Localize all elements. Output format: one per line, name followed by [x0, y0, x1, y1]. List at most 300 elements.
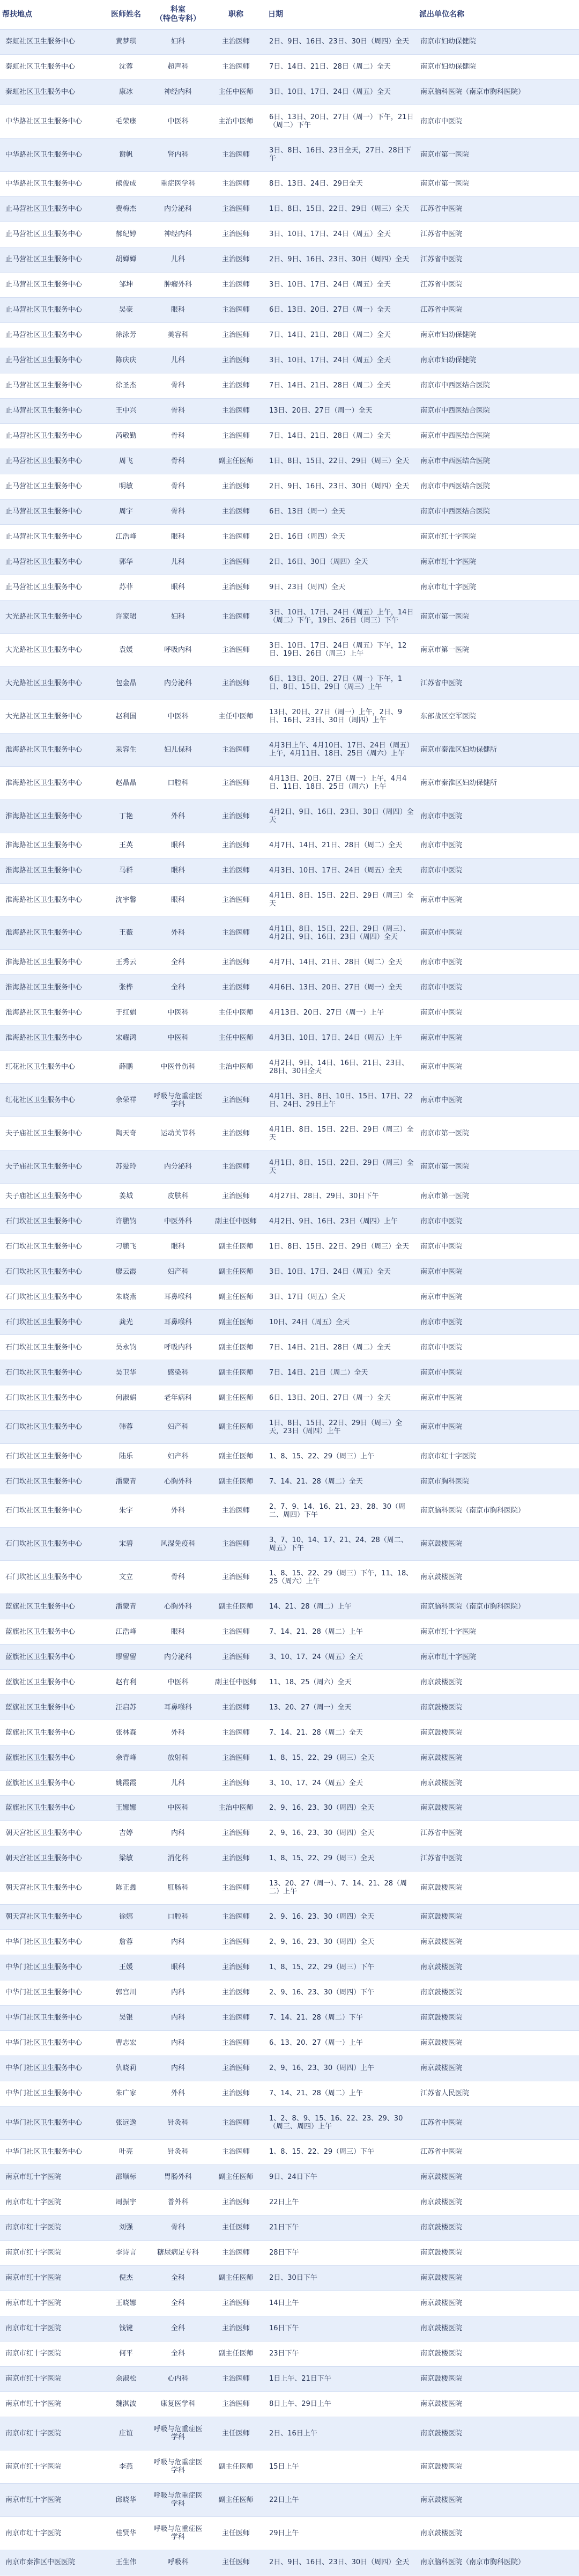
unit-cell: 南京鼓楼医院 — [417, 2341, 579, 2366]
site-cell: 南京市红十字医院 — [0, 2265, 102, 2291]
date-cell: 7日、14日、21日、28日（周二）全天 — [266, 54, 417, 79]
unit-cell: 南京市红十字医院 — [417, 575, 579, 600]
date-cell: 3、10、17、24（周五）全天 — [266, 1771, 417, 1796]
date-cell: 1日、8日、15日、22日、29日（周三）全天 — [266, 196, 417, 222]
doctor-cell: 韩蓉 — [102, 1411, 150, 1444]
title-cell: 主治医师 — [206, 297, 266, 322]
table-row — [0, 2450, 579, 2483]
dept-cell: 消化科 — [150, 1846, 206, 1871]
title-cell: 主治医师 — [206, 398, 266, 423]
table-row — [0, 474, 579, 499]
date-cell: 1、8、15、22、29（周三）全天 — [266, 1846, 417, 1871]
table-row — [0, 1871, 579, 1904]
title-cell: 主治医师 — [206, 975, 266, 1000]
unit-cell: 南京市妇幼保健院 — [417, 348, 579, 373]
unit-cell: 南京市红十字医院 — [417, 1619, 579, 1645]
table-row — [0, 1955, 579, 1980]
table-row — [0, 975, 579, 1000]
title-cell: 主治医师 — [206, 1084, 266, 1117]
date-cell: 6日、13日、20日、27日（周一）下午，21日（周二）下午 — [266, 105, 417, 138]
doctor-cell: 吴豪 — [102, 297, 150, 322]
date-cell: 2日、16日（周四）全天 — [266, 524, 417, 549]
doctor-cell: 魏淇波 — [102, 2391, 150, 2417]
date-cell: 15日上午 — [266, 2450, 417, 2483]
dept-cell: 中医科 — [150, 1000, 206, 1025]
unit-cell: 南京市中西医结合医院 — [417, 474, 579, 499]
unit-cell: 南京市第一医院 — [417, 1184, 579, 1209]
dept-cell: 内科 — [150, 1980, 206, 2005]
dept-cell: 风湿免疫科 — [150, 1528, 206, 1561]
dept-cell: 心胸外科 — [150, 1469, 206, 1494]
doctor-cell: 王媛 — [102, 1955, 150, 1980]
dept-cell: 中医科 — [150, 1670, 206, 1695]
date-cell: 4月7日、14日、21日、28日（周二）全天 — [266, 833, 417, 858]
dept-cell: 中医科 — [150, 700, 206, 733]
unit-cell: 南京市中医院 — [417, 975, 579, 1000]
site-cell: 止马营社区卫生服务中心 — [0, 297, 102, 322]
unit-cell: 南京鼓楼医院 — [417, 2190, 579, 2215]
title-cell: 主治医师 — [206, 1528, 266, 1561]
table-row — [0, 1469, 579, 1494]
unit-cell: 南京市第一医院 — [417, 600, 579, 633]
title-cell: 主治医师 — [206, 1871, 266, 1904]
table-row — [0, 1310, 579, 1335]
unit-cell: 江苏省中医院 — [417, 2106, 579, 2139]
unit-cell: 南京鼓楼医院 — [417, 1771, 579, 1796]
unit-cell: 南京鼓楼医院 — [417, 2316, 579, 2341]
table-row — [0, 2081, 579, 2106]
title-cell: 主治医师 — [206, 373, 266, 398]
date-cell: 2、7、9、14、16、21、23、28、30（周二、周四）下午 — [266, 1494, 417, 1528]
table-row — [0, 2030, 579, 2056]
dept-cell: 全科 — [150, 975, 206, 1000]
date-cell: 1、2、8、9、15、16、22、23、29、30（周三、周四）上午 — [266, 2106, 417, 2139]
site-cell: 石门坎社区卫生服务中心 — [0, 1469, 102, 1494]
doctor-cell: 张林森 — [102, 1720, 150, 1745]
doctor-cell: 宋耀鸿 — [102, 1025, 150, 1051]
site-cell: 止马营社区卫生服务中心 — [0, 322, 102, 348]
site-cell: 红花社区卫生服务中心 — [0, 1051, 102, 1084]
date-cell: 1日、8日、15日、22日、29日（周三）全天，23日（周四）上午 — [266, 1411, 417, 1444]
table-row — [0, 499, 579, 524]
table-row — [0, 1000, 579, 1025]
unit-cell: 江苏省中医院 — [417, 666, 579, 700]
dept-cell: 儿科 — [150, 348, 206, 373]
site-cell: 朝天宫社区卫生服务中心 — [0, 1871, 102, 1904]
dept-cell: 胃肠外科 — [150, 2164, 206, 2190]
table-row — [0, 1150, 579, 1184]
table-row — [0, 2215, 579, 2240]
doctor-cell: 赵利国 — [102, 700, 150, 733]
dept-cell: 内科 — [150, 2056, 206, 2081]
site-cell: 淮海路社区卫生服务中心 — [0, 1025, 102, 1051]
unit-cell: 南京市中医院 — [417, 833, 579, 858]
site-cell: 蓝旗社区卫生服务中心 — [0, 1645, 102, 1670]
site-cell: 石门坎社区卫生服务中心 — [0, 1259, 102, 1285]
date-cell: 4月3日、10日、17日、24日（周五）全天 — [266, 858, 417, 883]
unit-cell: 南京鼓楼医院 — [417, 1904, 579, 1929]
title-cell: 主治医师 — [206, 633, 266, 666]
date-cell: 28日下午 — [266, 2240, 417, 2265]
date-cell: 2日、30日下午 — [266, 2265, 417, 2291]
site-cell: 大光路社区卫生服务中心 — [0, 666, 102, 700]
title-cell: 主治医师 — [206, 799, 266, 833]
date-cell: 2、9、16、23、30（周四）全天 — [266, 1929, 417, 1955]
site-cell: 朝天宫社区卫生服务中心 — [0, 1821, 102, 1846]
unit-cell: 南京脑科医院（南京市胸科医院） — [417, 2550, 579, 2575]
table-row — [0, 297, 579, 322]
unit-cell: 南京市中医院 — [417, 1234, 579, 1259]
site-cell: 淮海路社区卫生服务中心 — [0, 916, 102, 950]
title-cell: 主任医师 — [206, 2417, 266, 2450]
date-cell: 2、9、16、23、30（周四）全天 — [266, 1796, 417, 1821]
title-cell: 副主任医师 — [206, 2450, 266, 2483]
unit-cell: 南京市中西医结合医院 — [417, 423, 579, 449]
unit-cell: 南京鼓楼医院 — [417, 1955, 579, 1980]
site-cell: 止马营社区卫生服务中心 — [0, 549, 102, 575]
doctor-cell: 姜城 — [102, 1184, 150, 1209]
date-cell: 3日、8日、16日、23日全天，27日、28日下午 — [266, 138, 417, 171]
site-cell: 朝天宫社区卫生服务中心 — [0, 1904, 102, 1929]
date-cell: 7日、14日、21日、28日（周二）全天 — [266, 423, 417, 449]
dept-cell: 全科 — [150, 2316, 206, 2341]
site-cell: 中华门社区卫生服务中心 — [0, 1955, 102, 1980]
doctor-cell: 郝纪婷 — [102, 222, 150, 247]
title-cell: 副主任医师 — [206, 2164, 266, 2190]
date-cell: 13、20、27（周一）全天 — [266, 1695, 417, 1720]
unit-cell: 南京鼓楼医院 — [417, 2291, 579, 2316]
table-row — [0, 2483, 579, 2516]
date-cell: 1、8、15、22、29（周三）下午 — [266, 2139, 417, 2164]
dept-cell: 心胸外科 — [150, 1594, 206, 1619]
dept-cell: 全科 — [150, 2265, 206, 2291]
dept-cell: 中医科 — [150, 1796, 206, 1821]
table-row — [0, 79, 579, 105]
table-row — [0, 1117, 579, 1150]
site-cell: 淮海路社区卫生服务中心 — [0, 833, 102, 858]
title-cell: 主治医师 — [206, 2240, 266, 2265]
doctor-cell: 苏爱玲 — [102, 1150, 150, 1184]
unit-cell: 南京鼓楼医院 — [417, 2391, 579, 2417]
title-cell: 主治医师 — [206, 2190, 266, 2215]
table-row — [0, 1411, 579, 1444]
title-cell: 副主任医师 — [206, 449, 266, 474]
site-cell: 南京市红十字医院 — [0, 2516, 102, 2550]
date-cell: 2、9、16、23、30（周四）上午 — [266, 2056, 417, 2081]
dept-cell: 超声科 — [150, 54, 206, 79]
dept-cell: 儿科 — [150, 549, 206, 575]
date-cell: 2日、9日、16日、23日、30日（周四）全天 — [266, 2550, 417, 2575]
date-cell: 1日、8日、15日、22日、29日（周三）全天 — [266, 1234, 417, 1259]
dept-cell: 妇产科 — [150, 1259, 206, 1285]
doctor-cell: 胡婵婵 — [102, 247, 150, 272]
table-row — [0, 2516, 579, 2550]
dept-cell: 感染科 — [150, 1360, 206, 1385]
site-cell: 蓝旗社区卫生服务中心 — [0, 1745, 102, 1771]
date-cell: 3日、10日、17日、24日（周五）下午，12日、19日、26日（周三）上午 — [266, 633, 417, 666]
title-cell: 主治医师 — [206, 1645, 266, 1670]
title-cell: 副主任中医师 — [206, 1209, 266, 1234]
title-cell: 主治中医师 — [206, 1051, 266, 1084]
site-cell: 止马营社区卫生服务中心 — [0, 499, 102, 524]
date-cell: 7、14、21、28（周二）上午 — [266, 1619, 417, 1645]
unit-cell: 南京市中医院 — [417, 1285, 579, 1310]
table-row — [0, 766, 579, 799]
unit-cell: 南京市中医院 — [417, 1025, 579, 1051]
site-cell: 止马营社区卫生服务中心 — [0, 398, 102, 423]
unit-cell: 南京市中医院 — [417, 1335, 579, 1360]
doctor-cell: 吉婷 — [102, 1821, 150, 1846]
unit-cell: 南京市第一医院 — [417, 633, 579, 666]
site-cell: 石门坎社区卫生服务中心 — [0, 1234, 102, 1259]
unit-cell: 南京市中医院 — [417, 105, 579, 138]
date-cell: 2日、16日、30日（周四）全天 — [266, 549, 417, 575]
date-cell: 3日、10日、17日、24日（周五）全天 — [266, 272, 417, 297]
doctor-cell: 陆乐 — [102, 1444, 150, 1469]
table-row — [0, 1594, 579, 1619]
title-cell: 主治医师 — [206, 2366, 266, 2391]
header-unit: 派出单位名称 — [417, 0, 579, 30]
unit-cell: 南京市第一医院 — [417, 1117, 579, 1150]
site-cell: 南京市红十字医院 — [0, 2483, 102, 2516]
title-cell: 主治医师 — [206, 322, 266, 348]
doctor-cell: 熊俊成 — [102, 171, 150, 196]
dept-cell: 骨科 — [150, 1561, 206, 1594]
dept-cell: 眼科 — [150, 883, 206, 916]
dept-cell: 呼吸内科 — [150, 633, 206, 666]
date-cell: 4月13日、20日、27日（周一）上午，4月4日、11日、18日、25日（周六）上午 — [266, 766, 417, 799]
title-cell: 副主任医师 — [206, 1469, 266, 1494]
site-cell: 大光路社区卫生服务中心 — [0, 633, 102, 666]
table-row — [0, 2341, 579, 2366]
title-cell: 主治中医师 — [206, 105, 266, 138]
unit-cell: 南京鼓楼医院 — [417, 2030, 579, 2056]
title-cell: 副主任医师 — [206, 1385, 266, 1411]
unit-cell: 南京市秦淮区妇幼保健所 — [417, 766, 579, 799]
date-cell: 3、10、17、24（周五）全天 — [266, 1645, 417, 1670]
site-cell: 中华门社区卫生服务中心 — [0, 1929, 102, 1955]
title-cell: 主治医师 — [206, 1117, 266, 1150]
unit-cell: 南京市中医院 — [417, 1385, 579, 1411]
title-cell: 副主任医师 — [206, 1335, 266, 1360]
title-cell: 主治医师 — [206, 2391, 266, 2417]
site-cell: 石门坎社区卫生服务中心 — [0, 1335, 102, 1360]
date-cell: 9日、24日下午 — [266, 2164, 417, 2190]
date-cell: 16日下午 — [266, 2316, 417, 2341]
title-cell: 副主任医师 — [206, 1360, 266, 1385]
title-cell: 主治医师 — [206, 30, 266, 55]
site-cell: 石门坎社区卫生服务中心 — [0, 1494, 102, 1528]
date-cell: 6日、13日、20日、27日（周一）下午，1日、8日、15日、29日（周三）上午 — [266, 666, 417, 700]
table-row — [0, 2316, 579, 2341]
site-cell: 南京市红十字医院 — [0, 2190, 102, 2215]
table-row — [0, 1184, 579, 1209]
site-cell: 中华路社区卫生服务中心 — [0, 105, 102, 138]
unit-cell: 江苏省中医院 — [417, 1821, 579, 1846]
site-cell: 中华门社区卫生服务中心 — [0, 2106, 102, 2139]
doctor-cell: 曹志宏 — [102, 2030, 150, 2056]
dept-cell: 儿科 — [150, 247, 206, 272]
dept-cell: 内分泌科 — [150, 1645, 206, 1670]
doctor-cell: 周宇 — [102, 499, 150, 524]
date-cell: 6日、13日、20日、27日（周一）全天 — [266, 297, 417, 322]
table-row — [0, 1980, 579, 2005]
doctor-cell: 朱晓燕 — [102, 1285, 150, 1310]
doctor-cell: 陈庆庆 — [102, 348, 150, 373]
title-cell: 主治医师 — [206, 499, 266, 524]
table-row — [0, 733, 579, 766]
doctor-cell: 徐娜 — [102, 1904, 150, 1929]
doctor-cell: 汪启苏 — [102, 1695, 150, 1720]
unit-cell: 南京市中医院 — [417, 1084, 579, 1117]
date-cell: 6日、13日、20日、27日（周一）全天 — [266, 1385, 417, 1411]
dept-cell: 外科 — [150, 1494, 206, 1528]
unit-cell: 东部战区空军医院 — [417, 700, 579, 733]
doctor-cell: 龚光 — [102, 1310, 150, 1335]
table-row — [0, 2366, 579, 2391]
dept-cell: 内科 — [150, 2005, 206, 2030]
date-cell: 21日下午 — [266, 2215, 417, 2240]
site-cell: 淮海路社区卫生服务中心 — [0, 733, 102, 766]
site-cell: 南京市红十字医院 — [0, 2316, 102, 2341]
doctor-cell: 陈正鑫 — [102, 1871, 150, 1904]
title-cell: 主治医师 — [206, 171, 266, 196]
unit-cell: 江苏省中医院 — [417, 2139, 579, 2164]
title-cell: 主治医师 — [206, 1695, 266, 1720]
unit-cell: 南京鼓楼医院 — [417, 1720, 579, 1745]
table-row — [0, 1846, 579, 1871]
date-cell: 22日上午 — [266, 2190, 417, 2215]
dept-cell: 外科 — [150, 2081, 206, 2106]
unit-cell: 江苏省中医院 — [417, 222, 579, 247]
date-cell: 3日、10日、17日、24日（周五）上午，14日（周二）下午，19日、26日（周三）下午 — [266, 600, 417, 633]
title-cell: 主治医师 — [206, 2139, 266, 2164]
date-cell: 7、14、21、28（周二）上午 — [266, 2081, 417, 2106]
table-row — [0, 1561, 579, 1594]
doctor-cell: 王晓娜 — [102, 2291, 150, 2316]
doctor-cell: 刘强 — [102, 2215, 150, 2240]
title-cell: 副主任医师 — [206, 1594, 266, 1619]
unit-cell: 江苏省中医院 — [417, 1846, 579, 1871]
dept-cell: 普外科 — [150, 2190, 206, 2215]
dept-cell: 妇科 — [150, 30, 206, 55]
title-cell: 主治医师 — [206, 247, 266, 272]
date-cell: 9日、23日（周四）全天 — [266, 575, 417, 600]
site-cell: 大光路社区卫生服务中心 — [0, 600, 102, 633]
doctor-cell: 邵顺标 — [102, 2164, 150, 2190]
title-cell: 主治医师 — [206, 1150, 266, 1184]
doctor-cell: 陶天奇 — [102, 1117, 150, 1150]
title-cell: 主治医师 — [206, 1821, 266, 1846]
date-cell: 23日下午 — [266, 2341, 417, 2366]
date-cell: 4月1日、8日、15日、22日、29日（周三）、4月2日、9日、16日、23日（周四）全天 — [266, 916, 417, 950]
dept-cell: 中医科 — [150, 105, 206, 138]
table-row — [0, 322, 579, 348]
dept-cell: 全科 — [150, 2341, 206, 2366]
site-cell: 止马营社区卫生服务中心 — [0, 524, 102, 549]
table-row — [0, 2550, 579, 2575]
unit-cell: 南京市中西医结合医院 — [417, 449, 579, 474]
doctor-cell: 赵晶晶 — [102, 766, 150, 799]
dept-cell: 外科 — [150, 916, 206, 950]
title-cell: 副主任医师 — [206, 2265, 266, 2291]
unit-cell: 南京市中医院 — [417, 1051, 579, 1084]
date-cell: 7、14、21、28（周二）全天 — [266, 1469, 417, 1494]
unit-cell: 南京鼓楼医院 — [417, 2366, 579, 2391]
dept-cell: 内分泌科 — [150, 1150, 206, 1184]
title-cell: 主治中医师 — [206, 1796, 266, 1821]
table-row — [0, 1025, 579, 1051]
doctor-cell: 采容生 — [102, 733, 150, 766]
dept-cell: 口腔科 — [150, 766, 206, 799]
dept-cell: 内分泌科 — [150, 196, 206, 222]
table-row — [0, 1234, 579, 1259]
table-row — [0, 105, 579, 138]
table-row — [0, 1285, 579, 1310]
table-row — [0, 2005, 579, 2030]
table-row — [0, 1385, 579, 1411]
dept-cell: 内科 — [150, 1929, 206, 1955]
site-cell: 秦虹社区卫生服务中心 — [0, 54, 102, 79]
dept-cell: 针灸科 — [150, 2106, 206, 2139]
date-cell: 4月2日、9日、14日、16日、21日、23日、28日、30日全天 — [266, 1051, 417, 1084]
table-row — [0, 1259, 579, 1285]
doctor-cell: 梁敏 — [102, 1846, 150, 1871]
site-cell: 红花社区卫生服务中心 — [0, 1084, 102, 1117]
title-cell: 主治医师 — [206, 1494, 266, 1528]
date-cell: 2、9、16、23、30（周四）全天 — [266, 1904, 417, 1929]
dept-cell: 肾内科 — [150, 138, 206, 171]
date-cell: 1、8、15、22、29（周三）上午 — [266, 1444, 417, 1469]
unit-cell: 江苏省中医院 — [417, 297, 579, 322]
date-cell: 7日、14日、21日、28日（周二）全天 — [266, 322, 417, 348]
date-cell: 7、14、21、28（周二）全天 — [266, 1720, 417, 1745]
unit-cell: 江苏省中医院 — [417, 247, 579, 272]
dept-cell: 眼科 — [150, 1619, 206, 1645]
title-cell: 副主任医师 — [206, 2483, 266, 2516]
table-row — [0, 2391, 579, 2417]
doctor-cell: 郭华 — [102, 549, 150, 575]
unit-cell: 南京市妇幼保健院 — [417, 30, 579, 55]
unit-cell: 江苏省中医院 — [417, 272, 579, 297]
dept-cell: 外科 — [150, 1720, 206, 1745]
dept-cell: 眼科 — [150, 1955, 206, 1980]
site-cell: 夫子庙社区卫生服务中心 — [0, 1184, 102, 1209]
dept-cell: 内科 — [150, 1821, 206, 1846]
site-cell: 石门坎社区卫生服务中心 — [0, 1528, 102, 1561]
dept-cell: 康复医学科 — [150, 2391, 206, 2417]
doctor-cell: 何平 — [102, 2341, 150, 2366]
site-cell: 南京市秦淮区中医医院 — [0, 2550, 102, 2575]
unit-cell: 南京鼓楼医院 — [417, 1929, 579, 1955]
unit-cell: 南京鼓楼医院 — [417, 2164, 579, 2190]
date-cell: 6、13、20、27（周一）上午 — [266, 2030, 417, 2056]
site-cell: 石门坎社区卫生服务中心 — [0, 1444, 102, 1469]
unit-cell: 南京市妇幼保健院 — [417, 322, 579, 348]
doctor-cell: 朱宇 — [102, 1494, 150, 1528]
site-cell: 石门坎社区卫生服务中心 — [0, 1310, 102, 1335]
date-cell: 4月1日、3日、8日、10日、15日、17日、22日、24日、29日上午 — [266, 1084, 417, 1117]
doctor-cell: 桂贤华 — [102, 2516, 150, 2550]
title-cell: 主治医师 — [206, 666, 266, 700]
header-site: 帮扶地点 — [0, 0, 102, 30]
site-cell: 南京市红十字医院 — [0, 2417, 102, 2450]
table-row — [0, 2190, 579, 2215]
date-cell: 4月2日、9日、16日、23日、30日（周四）全天 — [266, 799, 417, 833]
site-cell: 南京市红十字医院 — [0, 2366, 102, 2391]
table-row — [0, 2291, 579, 2316]
unit-cell: 南京鼓楼医院 — [417, 2516, 579, 2550]
